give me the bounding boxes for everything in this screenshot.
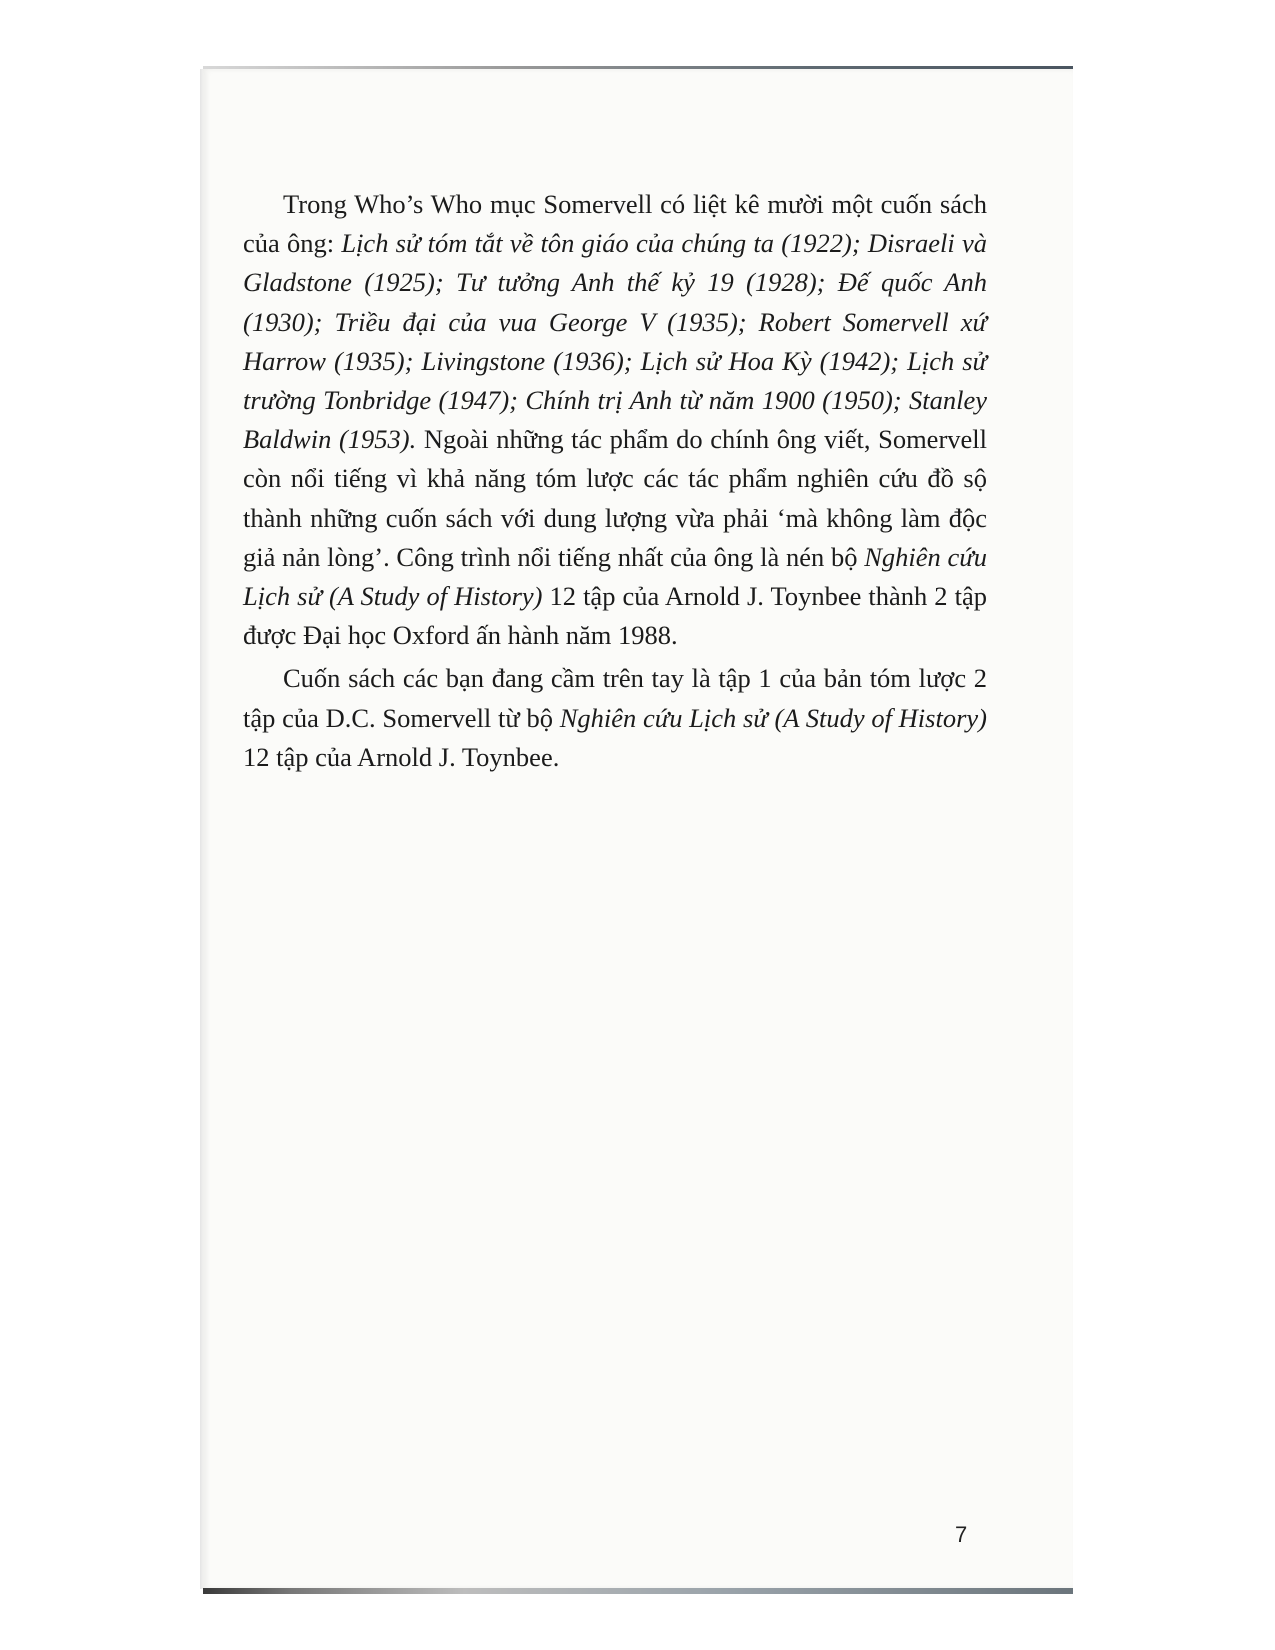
text-segment: Trong Who’s Who mục Somervell có liệt kê mười một cuốn sách của ông:: [243, 189, 987, 259]
text-segment: 12 tập của Arnold J. Toynbee thành 2 tập được Đại học Oxford ấn hành năm 1988.: [243, 581, 987, 651]
italic-book-title: Nghiên cứu Lịch sử (A Study of History): [559, 702, 987, 733]
body-text: [243, 185, 987, 777]
page-number: 7: [955, 1522, 968, 1547]
italic-book-list: Lịch sử tóm tắt về tôn giáo của chúng ta (1922); Disraeli và Gladstone (1925); Tư tưởng Anh thế kỷ 19 (1928); Đế quốc Anh (1930); Triều đại của vua George V (1935); Robert Somervell xứ Harrow (1935); Livingstone (1936); Lịch sử Hoa Kỳ (1942); Lịch sử trường Tonbridge (1947); Chính trị Anh từ năm 1900 (1950); Stanley Baldwin (1953).: [243, 228, 988, 455]
text-segment: Ngoài những tác phẩm do chính ông viết, Somervell còn nổi tiếng vì khả năng tóm lược các tác phẩm nghiên cứu đồ sộ thành những cuốn sách với dung lượng vừa phải ‘mà không làm độc giả nản lòng’. Công trình nổi tiếng nhất của ông là nén bộ: [243, 424, 988, 572]
text-segment: 12 tập của Arnold J. Toynbee.: [243, 741, 560, 772]
page-bottom-edge: [203, 1588, 1073, 1594]
paragraph-1: [243, 185, 987, 655]
text-segment: Cuốn sách các bạn đang cầm trên tay là tập 1 của bản tóm lược 2 tập của D.C. Somervell từ bộ: [243, 663, 987, 733]
paragraph-2: [243, 659, 987, 777]
italic-book-title: Nghiên cứu Lịch sử (A Study of History): [243, 541, 988, 612]
